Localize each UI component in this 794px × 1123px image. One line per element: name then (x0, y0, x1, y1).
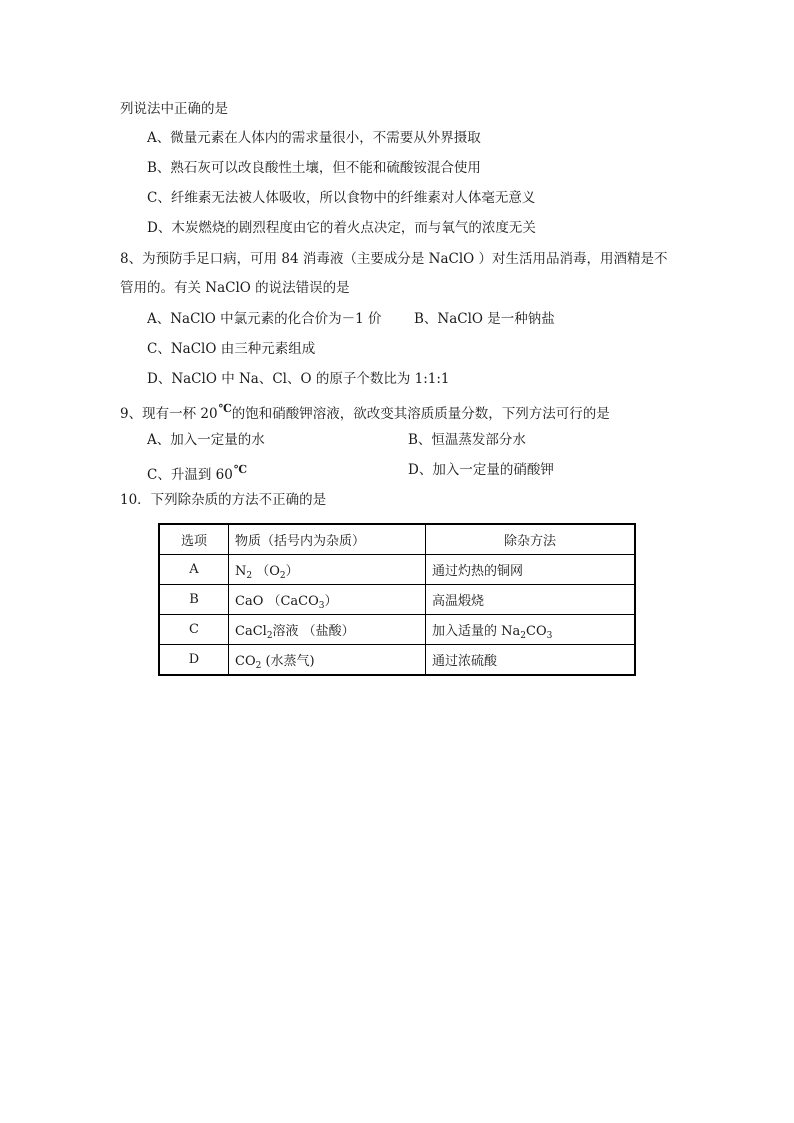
subscript: 2 (520, 631, 526, 641)
subscript: 2 (255, 661, 262, 671)
method-part: $CO_3$ (526, 624, 553, 641)
row-method (426, 615, 636, 645)
table-row (159, 615, 635, 645)
q9-option-c-text: C、升温到 60 (147, 467, 233, 483)
q9-stem-post: 的饱和硝酸钾溶液，欲改变其溶质质量分数，下列方法可行的是 (231, 406, 610, 422)
row-method: 通过灼热的铜网 (426, 555, 636, 585)
q8-option-c: C、NaClO 由三种元素组成 (147, 341, 316, 357)
q8-option-d: D、NaClO 中 Na、Cl、O 的原子个数比为 1:1:1 (147, 371, 450, 387)
q8-option-a: A、NaClO 中氯元素的化合价为－1 价 (147, 311, 382, 327)
header-method: 除杂方法 (426, 524, 636, 555)
substance-part: N (235, 564, 247, 579)
subscript: 2 (246, 571, 253, 581)
header-option: 选项 (159, 524, 229, 555)
substance-part: CO (235, 654, 256, 669)
row-option: D (159, 645, 229, 676)
table-row (159, 585, 635, 615)
degree-symbol: ℃ (233, 463, 247, 476)
row-substance (229, 555, 426, 585)
substance-part: (水蒸气) (261, 654, 315, 669)
q7-option-a: A、微量元素在人体内的需求量很小，不需要从外界摄取 (147, 130, 481, 146)
substance-part: 溶液 （盐酸） (272, 624, 355, 639)
table-header-row (159, 524, 635, 555)
q8-stem-line1: 8、为预防手足口病，可用 84 消毒液（主要成分是 NaClO ）对生活用品消毒，用酒精是不 (120, 251, 668, 267)
substance-part: ） (285, 564, 299, 579)
header-substance: 物质（括号内为杂质） (229, 524, 426, 555)
substance-part: ） (324, 594, 338, 609)
row-substance (229, 585, 426, 615)
q7-option-c: C、纤维素无法被人体吸收，所以食物中的纤维素对人体毫无意义 (147, 190, 536, 206)
row-option: B (159, 585, 229, 615)
substance-part: CaO （CaCO (235, 594, 319, 609)
table-row (159, 645, 635, 676)
subscript: 2 (266, 631, 273, 641)
table-row (159, 555, 635, 585)
q9-option-c (147, 461, 247, 484)
row-option: C (159, 615, 229, 645)
row-method: 通过浓硫酸 (426, 645, 636, 676)
q7-option-b: B、熟石灰可以改良酸性土壤，但不能和硫酸铵混合使用 (147, 160, 481, 176)
q8-option-b: B、NaClO 是一种钠盐 (414, 311, 555, 327)
q9-option-a: A、加入一定量的水 (147, 432, 265, 448)
q9-option-b: B、恒温蒸发部分水 (408, 432, 526, 448)
row-substance (229, 645, 426, 676)
q9-option-d: D、加入一定量的硝酸钾 (408, 462, 554, 478)
subscript: 3 (318, 601, 325, 611)
q10-stem: 10．下列除杂质的方法不正确的是 (120, 492, 327, 508)
substance-part: （O (252, 564, 280, 579)
method-part: 加入适量的 Na (432, 624, 521, 639)
subscript: 2 (279, 571, 286, 581)
q7-option-d: D、木炭燃烧的剧烈程度由它的着火点决定，而与氧气的浓度无关 (147, 220, 536, 236)
degree-symbol: ℃ (218, 402, 232, 415)
impurity-removal-table (158, 523, 636, 676)
row-method: 高温煅烧 (426, 585, 636, 615)
row-option: A (159, 555, 229, 585)
row-substance (229, 615, 426, 645)
q8-stem-line2: 管用的。有关 NaClO 的说法错误的是 (120, 280, 350, 296)
q9-stem (120, 400, 610, 423)
q9-stem-pre: 9、现有一杯 20 (120, 406, 218, 422)
substance-part: CaCl (235, 624, 267, 639)
q7-stem-end: 列说法中正确的是 (120, 101, 228, 117)
